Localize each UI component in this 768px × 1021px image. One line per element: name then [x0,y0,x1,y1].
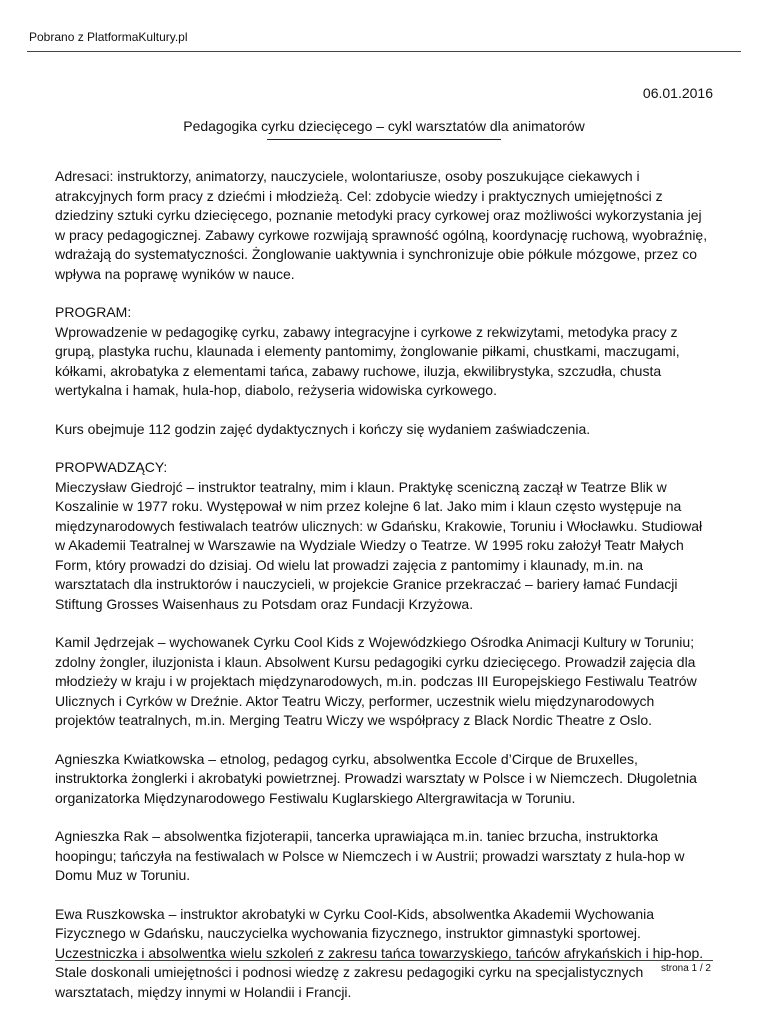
document-title: Pedagogika cyrku dziecięcego – cykl warsztatów dla animatorów [183,117,585,134]
page-number: strona 1 / 2 [660,963,711,974]
document-date: 06.01.2016 [642,85,713,101]
source-header: Pobrano z PlatformaKultury.pl [29,30,188,44]
paragraph-instructor-giedrojc [55,458,713,614]
section-heading-program: PROGRAM: [55,304,132,320]
paragraph-text: Adresaci: instruktorzy, animatorzy, nauczyciele, wolontariusze, osoby poszukujące ciekawych i atrakcyjnych form pracy z dziećmi i młodzieżą. Cel: zdobycie wiedzy i praktycznych umiejętności z dziedziny sztuki cyrku dziecięcego, poznanie metodyki pracy cyrkowej oraz możliwości wykorzystania jej w pracy pedagogicznej. Zabawy cyrkowe rozwijają sprawność ogólną, koordynację ruchową, wyobraźnię, wdrażają do systematyczności. Żonglowanie uaktywnia i synchronizuje obie półkule mózgowe, przez co wpływa na poprawę wyników w nauce. [55,168,708,282]
paragraph-text: Agnieszka Rak – absolwentka fizjoterapii, tancerka uprawiająca m.in. taniec brzucha, instruktorka hoopingu; tańczyła na festiwalach w Polsce w Niemczech i w Austrii; prowadzi warsztaty z hula-hop w Domu Muz w Toruniu. [55,828,685,883]
header-divider [27,51,741,52]
paragraph-course-hours [55,420,713,440]
paragraph-text: Wprowadzenie w pedagogikę cyrku, zabawy integracyjne i cyrkowe z rekwizytami, metodyka pracy z grupą, plastyka ruchu, klaunada i elementy pantomimy, żonglowanie piłkami, chustkami, maczugami, kółkami, akrobatyka z elementami tańca, zabawy ruchowe, iluzja, ekwilibrystyka, szczudła, chusta wertykalna i hamak, hula-hop, diabolo, reżyseria widowiska cyrkowego. [55,323,680,398]
paragraph-instructor-kwiatkowska [55,750,713,809]
paragraph-instructor-jedrzejak [55,633,713,731]
title-underline [267,139,501,140]
footer-divider [55,960,713,961]
paragraph-audience [55,167,713,284]
paragraph-text: Kamil Jędrzejak – wychowanek Cyrku Cool Kids z Wojewódzkiego Ośrodka Animacji Kultury w Toruniu; zdolny żongler, iluzjonista i klaun. Absolwent Kursu pedagogiki cyrku dziecięcego. Prowadził zajęcia dla młodzieży w kraju i w projektach międzynarodowych, m.in. podczas III Europejskiego Festiwalu Teatrów Ulicznych i Cyrków w Dreźnie. Aktor Teatru Wiczy, performer, uczestnik wielu międzynarodowych projektów teatralnych, m.in. Merging Teatru Wiczy we współpracy z Black Nordic Theatre z Oslo. [55,634,697,728]
paragraph-instructor-rak [55,827,713,886]
paragraph-program [55,303,713,401]
paragraph-text: Ewa Ruszkowska – instruktor akrobatyki w Cyrku Cool-Kids, absolwentka Akademii Wychowania Fizycznego w Gdańsku, nauczycielka wychowania fizycznego, instruktor gimnastyki sportowej. Uczestniczka i absolwentka wielu szkoleń z zakresu tańca towarzyskiego, tańców afrykańskich i hip-hop. Stale doskonali umiejętności i podnosi wiedzę z zakresu pedagogiki cyrku na specjalistycznych warsztatach, między innymi w Holandii i Francji. [55,905,704,1000]
paragraph-instructor-ruszkowska [55,905,713,1003]
paragraph-text: Kurs obejmuje 112 godzin zajęć dydaktycznych i kończy się wydaniem zaświadczenia. [55,420,591,437]
document-body [55,84,713,1021]
paragraph-text: Mieczysław Giedrojć – instruktor teatralny, mim i klaun. Praktykę sceniczną zaczął w Teatrze Blik w Koszalinie w 1977 roku. Występował w nim przez kolejne 6 lat. Jako mim i klaun często występuje na międzynarodowych festiwalach teatrów ulicznych: w Gdańsku, Krakowie, Toruniu i Włocławku. Studiował w Akademii Teatralnej w Warszawie na Wydziale Wiedzy o Teatrze. W 1995 roku założył Teatr Małych Form, który prowadzi do dzisiaj. Od wielu lat prowadzi zajęcia z pantomimy i klaunady, m.in. na warsztatach dla instruktorów i nauczycieli, w projekcie Granice przekraczać – bariery łamać Fundacji Stiftung Grosses Waisenhaus zu Potsdam oraz Fundacji Krzyżowa. [55,478,703,612]
section-heading-instructors: PROPWADZĄCY: [55,459,168,475]
paragraph-text: Agnieszka Kwiatkowska – etnolog, pedagog cyrku, absolwentka Eccole d’Cirque de Bruxelles, instruktorka żonglerki i akrobatyki powietrznej. Prowadzi warsztaty w Polsce i w Niemczech. Długoletnia organizatorka Międzynarodowego Festiwalu Kuglarskiego Altergrawitacja w Toruniu. [55,750,697,806]
